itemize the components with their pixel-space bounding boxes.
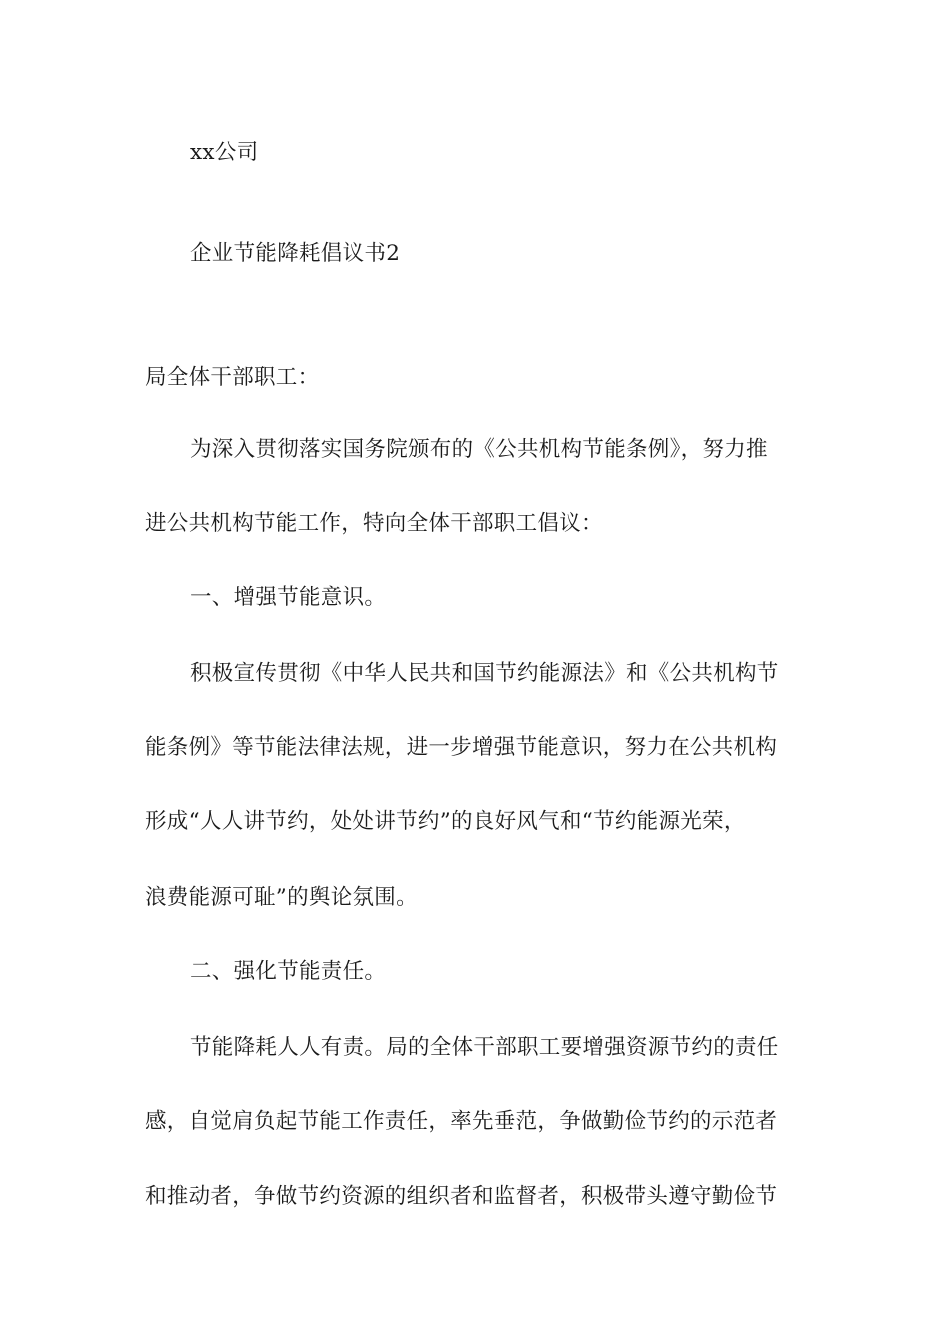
paragraph-line: 和推动者，争做节约资源的组织者和监督者，积极带头遵守勤俭节 bbox=[145, 1184, 778, 1209]
section-heading-1: 一、增强节能意识。 bbox=[190, 585, 387, 610]
paragraph-line: 节能降耗人人有责。局的全体干部职工要增强资源节约的责任 bbox=[190, 1035, 779, 1060]
paragraph-line: 进公共机构节能工作，特向全体干部职工倡议： bbox=[145, 511, 603, 536]
document-subtitle: 企业节能降耗倡议书2 bbox=[190, 241, 401, 266]
paragraph-line: 浪费能源可耻”的舆论氛围。 bbox=[145, 885, 418, 910]
paragraph-line: 积极宣传贯彻《中华人民共和国节约能源法》和《公共机构节 bbox=[190, 661, 779, 686]
paragraph-line: 为深入贯彻落实国务院颁布的《公共机构节能条例》，努力推 bbox=[190, 437, 768, 462]
salutation: 局全体干部职工： bbox=[145, 365, 320, 390]
company-line: xx公司 bbox=[190, 140, 259, 165]
paragraph-line: 形成“人人讲节约，处处讲节约”的良好风气和“节约能源光荣， bbox=[145, 809, 746, 834]
paragraph-line: 感，自觉肩负起节能工作责任，率先垂范，争做勤俭节约的示范者 bbox=[145, 1109, 778, 1134]
section-heading-2: 二、强化节能责任。 bbox=[190, 959, 387, 984]
paragraph-line: 能条例》等节能法律法规，进一步增强节能意识，努力在公共机构 bbox=[145, 735, 778, 760]
